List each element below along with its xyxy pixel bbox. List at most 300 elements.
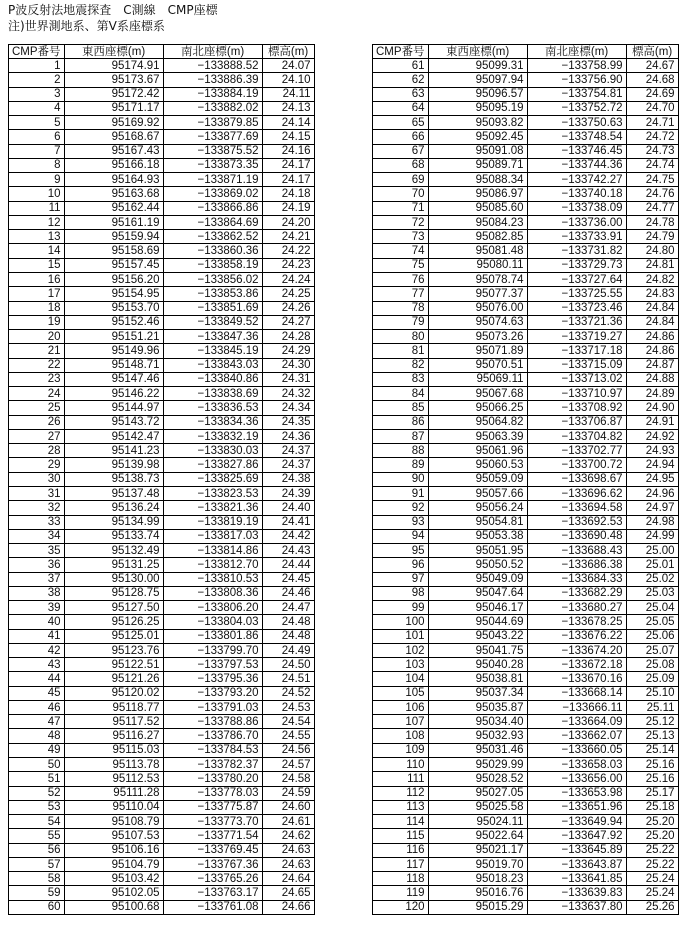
cmp-number-cell: 87 <box>373 429 429 443</box>
cmp-number-cell: 86 <box>373 415 429 429</box>
north-south-cell: −133731.82 <box>527 244 626 258</box>
header-elevation: 標高(m) <box>262 45 314 59</box>
north-south-cell: −133727.64 <box>527 272 626 286</box>
table-row <box>9 429 315 443</box>
elevation-cell: 24.86 <box>626 330 678 344</box>
cmp-number-cell: 117 <box>373 857 429 871</box>
table-row <box>373 501 679 515</box>
elevation-cell: 25.24 <box>626 872 678 886</box>
table-row <box>373 116 679 130</box>
cmp-number-cell: 55 <box>9 829 65 843</box>
east-west-cell: 95139.98 <box>64 458 163 472</box>
elevation-cell: 24.25 <box>262 287 314 301</box>
cmp-number-cell: 102 <box>373 643 429 657</box>
north-south-cell: −133740.18 <box>527 187 626 201</box>
elevation-cell: 24.53 <box>262 700 314 714</box>
table-row <box>373 544 679 558</box>
north-south-cell: −133704.82 <box>527 429 626 443</box>
elevation-cell: 25.24 <box>626 886 678 900</box>
cmp-table-left <box>8 44 315 915</box>
elevation-cell: 25.04 <box>626 601 678 615</box>
elevation-cell: 24.64 <box>262 872 314 886</box>
elevation-cell: 24.58 <box>262 772 314 786</box>
north-south-cell: −133736.00 <box>527 215 626 229</box>
north-south-cell: −133806.20 <box>163 601 262 615</box>
cmp-number-cell: 110 <box>373 758 429 772</box>
table-row <box>373 101 679 115</box>
elevation-cell: 25.01 <box>626 558 678 572</box>
north-south-cell: −133864.69 <box>163 215 262 229</box>
east-west-cell: 95159.94 <box>64 230 163 244</box>
cmp-number-cell: 100 <box>373 615 429 629</box>
elevation-cell: 25.10 <box>626 686 678 700</box>
east-west-cell: 95043.22 <box>428 629 527 643</box>
north-south-cell: −133761.08 <box>163 900 262 914</box>
north-south-cell: −133700.72 <box>527 458 626 472</box>
east-west-cell: 95024.11 <box>428 815 527 829</box>
elevation-cell: 24.76 <box>626 187 678 201</box>
north-south-cell: −133721.36 <box>527 315 626 329</box>
north-south-cell: −133763.17 <box>163 886 262 900</box>
elevation-cell: 24.52 <box>262 686 314 700</box>
elevation-cell: 24.45 <box>262 572 314 586</box>
cmp-number-cell: 51 <box>9 772 65 786</box>
cmp-number-cell: 48 <box>9 729 65 743</box>
east-west-cell: 95032.93 <box>428 729 527 743</box>
cmp-number-cell: 52 <box>9 786 65 800</box>
table-row <box>9 800 315 814</box>
elevation-cell: 24.39 <box>262 486 314 500</box>
cmp-number-cell: 49 <box>9 743 65 757</box>
header-east-west: 東西座標(m) <box>428 45 527 59</box>
cmp-number-cell: 44 <box>9 672 65 686</box>
north-south-cell: −133752.72 <box>527 101 626 115</box>
east-west-cell: 95149.96 <box>64 344 163 358</box>
elevation-cell: 24.67 <box>626 59 678 73</box>
north-south-cell: −133784.53 <box>163 743 262 757</box>
table-row <box>9 772 315 786</box>
north-south-cell: −133840.86 <box>163 372 262 386</box>
north-south-cell: −133888.52 <box>163 59 262 73</box>
east-west-cell: 95157.45 <box>64 258 163 272</box>
table-row <box>9 244 315 258</box>
cmp-table-right <box>372 44 679 915</box>
table-row <box>9 829 315 843</box>
table-row <box>373 729 679 743</box>
north-south-cell: −133873.35 <box>163 158 262 172</box>
elevation-cell: 25.13 <box>626 729 678 743</box>
table-row <box>373 815 679 829</box>
elevation-cell: 24.13 <box>262 101 314 115</box>
page-title: P波反射法地震探査 C測線 CMP座標 <box>8 3 218 17</box>
table-row <box>373 843 679 857</box>
north-south-cell: −133742.27 <box>527 173 626 187</box>
cmp-number-cell: 68 <box>373 158 429 172</box>
north-south-cell: −133804.03 <box>163 615 262 629</box>
north-south-cell: −133715.09 <box>527 358 626 372</box>
north-south-cell: −133688.43 <box>527 544 626 558</box>
elevation-cell: 24.75 <box>626 173 678 187</box>
table-row <box>9 843 315 857</box>
elevation-cell: 24.70 <box>626 101 678 115</box>
elevation-cell: 24.48 <box>262 629 314 643</box>
elevation-cell: 24.94 <box>626 458 678 472</box>
cmp-number-cell: 64 <box>373 101 429 115</box>
elevation-cell: 25.14 <box>626 743 678 757</box>
cmp-number-cell: 61 <box>373 59 429 73</box>
cmp-number-cell: 17 <box>9 287 65 301</box>
north-south-cell: −133853.86 <box>163 287 262 301</box>
elevation-cell: 24.20 <box>262 215 314 229</box>
north-south-cell: −133775.87 <box>163 800 262 814</box>
cmp-number-cell: 112 <box>373 786 429 800</box>
table-row <box>373 829 679 843</box>
cmp-number-cell: 66 <box>373 130 429 144</box>
north-south-cell: −133791.03 <box>163 700 262 714</box>
elevation-cell: 24.68 <box>626 73 678 87</box>
table-row <box>9 572 315 586</box>
north-south-cell: −133641.85 <box>527 872 626 886</box>
north-south-cell: −133847.36 <box>163 330 262 344</box>
elevation-cell: 24.66 <box>262 900 314 914</box>
north-south-cell: −133856.02 <box>163 272 262 286</box>
north-south-cell: −133686.38 <box>527 558 626 572</box>
east-west-cell: 95031.46 <box>428 743 527 757</box>
east-west-cell: 95141.23 <box>64 444 163 458</box>
table-row <box>373 87 679 101</box>
north-south-cell: −133782.37 <box>163 758 262 772</box>
table-row <box>373 144 679 158</box>
table-row <box>373 287 679 301</box>
table-row <box>373 244 679 258</box>
north-south-cell: −133851.69 <box>163 301 262 315</box>
cmp-number-cell: 22 <box>9 358 65 372</box>
elevation-cell: 24.82 <box>626 272 678 286</box>
cmp-number-cell: 109 <box>373 743 429 757</box>
elevation-cell: 24.30 <box>262 358 314 372</box>
north-south-cell: −133750.63 <box>527 116 626 130</box>
cmp-number-cell: 98 <box>373 586 429 600</box>
table-row <box>373 230 679 244</box>
east-west-cell: 95123.76 <box>64 643 163 657</box>
north-south-cell: −133875.52 <box>163 144 262 158</box>
table-row <box>373 315 679 329</box>
elevation-cell: 24.22 <box>262 244 314 258</box>
table-row <box>9 201 315 215</box>
east-west-cell: 95027.05 <box>428 786 527 800</box>
cmp-number-cell: 70 <box>373 187 429 201</box>
east-west-cell: 95111.28 <box>64 786 163 800</box>
north-south-cell: −133668.14 <box>527 686 626 700</box>
cmp-number-cell: 34 <box>9 529 65 543</box>
east-west-cell: 95070.51 <box>428 358 527 372</box>
table-row <box>9 643 315 657</box>
header-cmp-number: CMP番号 <box>373 45 429 59</box>
elevation-cell: 24.38 <box>262 472 314 486</box>
east-west-cell: 95106.16 <box>64 843 163 857</box>
east-west-cell: 95115.03 <box>64 743 163 757</box>
elevation-cell: 25.05 <box>626 615 678 629</box>
table-row <box>9 258 315 272</box>
elevation-cell: 24.35 <box>262 415 314 429</box>
elevation-cell: 24.21 <box>262 230 314 244</box>
elevation-cell: 24.16 <box>262 144 314 158</box>
elevation-cell: 24.63 <box>262 843 314 857</box>
north-south-cell: −133817.03 <box>163 529 262 543</box>
table-row <box>373 857 679 871</box>
elevation-cell: 24.32 <box>262 387 314 401</box>
east-west-cell: 95022.64 <box>428 829 527 843</box>
table-row <box>373 458 679 472</box>
elevation-cell: 25.20 <box>626 829 678 843</box>
cmp-number-cell: 24 <box>9 387 65 401</box>
north-south-cell: −133719.27 <box>527 330 626 344</box>
east-west-cell: 95143.72 <box>64 415 163 429</box>
cmp-number-cell: 53 <box>9 800 65 814</box>
elevation-cell: 24.19 <box>262 201 314 215</box>
cmp-number-cell: 36 <box>9 558 65 572</box>
table-row <box>373 586 679 600</box>
table-row <box>373 686 679 700</box>
cmp-number-cell: 85 <box>373 401 429 415</box>
elevation-cell: 24.43 <box>262 544 314 558</box>
north-south-cell: −133825.69 <box>163 472 262 486</box>
cmp-number-cell: 89 <box>373 458 429 472</box>
elevation-cell: 25.02 <box>626 572 678 586</box>
elevation-cell: 24.78 <box>626 215 678 229</box>
cmp-number-cell: 28 <box>9 444 65 458</box>
table-row <box>9 173 315 187</box>
north-south-cell: −133637.80 <box>527 900 626 914</box>
north-south-cell: −133884.19 <box>163 87 262 101</box>
cmp-number-cell: 93 <box>373 515 429 529</box>
east-west-cell: 95096.57 <box>428 87 527 101</box>
cmp-number-cell: 115 <box>373 829 429 843</box>
north-south-cell: −133830.03 <box>163 444 262 458</box>
cmp-number-cell: 78 <box>373 301 429 315</box>
table-row <box>373 472 679 486</box>
east-west-cell: 95116.27 <box>64 729 163 743</box>
table-row <box>9 272 315 286</box>
east-west-cell: 95066.25 <box>428 401 527 415</box>
cmp-number-cell: 83 <box>373 372 429 386</box>
north-south-cell: −133866.86 <box>163 201 262 215</box>
elevation-cell: 24.10 <box>262 73 314 87</box>
elevation-cell: 24.42 <box>262 529 314 543</box>
east-west-cell: 95136.24 <box>64 501 163 515</box>
elevation-cell: 24.54 <box>262 715 314 729</box>
table-row <box>9 743 315 757</box>
north-south-cell: −133678.25 <box>527 615 626 629</box>
north-south-cell: −133860.36 <box>163 244 262 258</box>
cmp-number-cell: 27 <box>9 429 65 443</box>
north-south-cell: −133769.45 <box>163 843 262 857</box>
cmp-number-cell: 7 <box>9 144 65 158</box>
east-west-cell: 95084.23 <box>428 215 527 229</box>
east-west-cell: 95137.48 <box>64 486 163 500</box>
elevation-cell: 25.16 <box>626 772 678 786</box>
cmp-number-cell: 42 <box>9 643 65 657</box>
north-south-cell: −133660.05 <box>527 743 626 757</box>
table-row <box>373 772 679 786</box>
table-row <box>373 658 679 672</box>
table-row <box>373 672 679 686</box>
east-west-cell: 95156.20 <box>64 272 163 286</box>
elevation-cell: 24.86 <box>626 344 678 358</box>
elevation-cell: 24.50 <box>262 658 314 672</box>
north-south-cell: −133670.16 <box>527 672 626 686</box>
cmp-number-cell: 79 <box>373 315 429 329</box>
elevation-cell: 25.09 <box>626 672 678 686</box>
north-south-cell: −133832.19 <box>163 429 262 443</box>
table-row <box>9 101 315 115</box>
east-west-cell: 95117.52 <box>64 715 163 729</box>
north-south-cell: −133680.27 <box>527 601 626 615</box>
north-south-cell: −133845.19 <box>163 344 262 358</box>
north-south-cell: −133799.70 <box>163 643 262 657</box>
cmp-number-cell: 90 <box>373 472 429 486</box>
cmp-number-cell: 62 <box>373 73 429 87</box>
cmp-number-cell: 32 <box>9 501 65 515</box>
elevation-cell: 24.17 <box>262 173 314 187</box>
east-west-cell: 95131.25 <box>64 558 163 572</box>
elevation-cell: 24.24 <box>262 272 314 286</box>
north-south-cell: −133780.20 <box>163 772 262 786</box>
elevation-cell: 24.17 <box>262 158 314 172</box>
table-row <box>373 201 679 215</box>
north-south-cell: −133801.86 <box>163 629 262 643</box>
table-row <box>9 315 315 329</box>
cmp-number-cell: 5 <box>9 116 65 130</box>
cmp-number-cell: 116 <box>373 843 429 857</box>
north-south-cell: −133639.83 <box>527 886 626 900</box>
table-row <box>373 158 679 172</box>
east-west-cell: 95044.69 <box>428 615 527 629</box>
north-south-cell: −133708.92 <box>527 401 626 415</box>
elevation-cell: 24.23 <box>262 258 314 272</box>
east-west-cell: 95051.95 <box>428 544 527 558</box>
table-row <box>373 743 679 757</box>
elevation-cell: 24.27 <box>262 315 314 329</box>
table-row <box>9 629 315 643</box>
cmp-number-cell: 4 <box>9 101 65 115</box>
north-south-cell: −133814.86 <box>163 544 262 558</box>
north-south-cell: −133756.90 <box>527 73 626 87</box>
north-south-cell: −133682.29 <box>527 586 626 600</box>
north-south-cell: −133778.03 <box>163 786 262 800</box>
east-west-cell: 95172.42 <box>64 87 163 101</box>
cmp-number-cell: 120 <box>373 900 429 914</box>
cmp-number-cell: 1 <box>9 59 65 73</box>
table-row <box>9 857 315 871</box>
east-west-cell: 95121.26 <box>64 672 163 686</box>
elevation-cell: 24.49 <box>262 643 314 657</box>
elevation-cell: 24.80 <box>626 244 678 258</box>
elevation-cell: 24.92 <box>626 429 678 443</box>
elevation-cell: 24.73 <box>626 144 678 158</box>
cmp-number-cell: 95 <box>373 544 429 558</box>
east-west-cell: 95041.75 <box>428 643 527 657</box>
elevation-cell: 24.69 <box>626 87 678 101</box>
table-row <box>373 272 679 286</box>
east-west-cell: 95146.22 <box>64 387 163 401</box>
elevation-cell: 25.22 <box>626 843 678 857</box>
elevation-cell: 24.88 <box>626 372 678 386</box>
cmp-number-cell: 72 <box>373 215 429 229</box>
east-west-cell: 95047.64 <box>428 586 527 600</box>
east-west-cell: 95056.24 <box>428 501 527 515</box>
cmp-number-cell: 58 <box>9 872 65 886</box>
page-subtitle-note: 注)世界測地系、第Ⅴ系座標系 <box>8 19 165 33</box>
elevation-cell: 25.22 <box>626 857 678 871</box>
elevation-cell: 24.81 <box>626 258 678 272</box>
elevation-cell: 24.99 <box>626 529 678 543</box>
north-south-cell: −133725.55 <box>527 287 626 301</box>
north-south-cell: −133733.91 <box>527 230 626 244</box>
cmp-number-cell: 35 <box>9 544 65 558</box>
elevation-cell: 24.40 <box>262 501 314 515</box>
elevation-cell: 25.06 <box>626 629 678 643</box>
elevation-cell: 24.97 <box>626 501 678 515</box>
east-west-cell: 95050.52 <box>428 558 527 572</box>
table-row <box>9 130 315 144</box>
elevation-cell: 24.56 <box>262 743 314 757</box>
cmp-number-cell: 111 <box>373 772 429 786</box>
elevation-cell: 24.31 <box>262 372 314 386</box>
cmp-number-cell: 31 <box>9 486 65 500</box>
north-south-cell: −133746.45 <box>527 144 626 158</box>
table-row <box>9 330 315 344</box>
table-row <box>373 372 679 386</box>
table-row <box>9 615 315 629</box>
cmp-number-cell: 12 <box>9 215 65 229</box>
elevation-cell: 24.44 <box>262 558 314 572</box>
east-west-cell: 95168.67 <box>64 130 163 144</box>
table-row <box>9 872 315 886</box>
north-south-cell: −133808.36 <box>163 586 262 600</box>
elevation-cell: 24.37 <box>262 444 314 458</box>
cmp-number-cell: 101 <box>373 629 429 643</box>
table-row <box>373 258 679 272</box>
elevation-cell: 24.93 <box>626 444 678 458</box>
table-row <box>9 158 315 172</box>
north-south-cell: −133823.53 <box>163 486 262 500</box>
east-west-cell: 95088.34 <box>428 173 527 187</box>
north-south-cell: −133836.53 <box>163 401 262 415</box>
cmp-number-cell: 25 <box>9 401 65 415</box>
north-south-cell: −133843.03 <box>163 358 262 372</box>
cmp-number-cell: 96 <box>373 558 429 572</box>
north-south-cell: −133812.70 <box>163 558 262 572</box>
cmp-number-cell: 88 <box>373 444 429 458</box>
east-west-cell: 95028.52 <box>428 772 527 786</box>
cmp-number-cell: 54 <box>9 815 65 829</box>
elevation-cell: 24.14 <box>262 116 314 130</box>
east-west-cell: 95018.23 <box>428 872 527 886</box>
table-body-left <box>9 59 315 915</box>
elevation-cell: 24.11 <box>262 87 314 101</box>
cmp-number-cell: 13 <box>9 230 65 244</box>
table-row <box>9 529 315 543</box>
table-row <box>373 715 679 729</box>
north-south-cell: −133713.02 <box>527 372 626 386</box>
east-west-cell: 95073.26 <box>428 330 527 344</box>
elevation-cell: 24.96 <box>626 486 678 500</box>
elevation-cell: 25.12 <box>626 715 678 729</box>
table-row <box>9 886 315 900</box>
table-row <box>9 73 315 87</box>
table-row <box>373 486 679 500</box>
